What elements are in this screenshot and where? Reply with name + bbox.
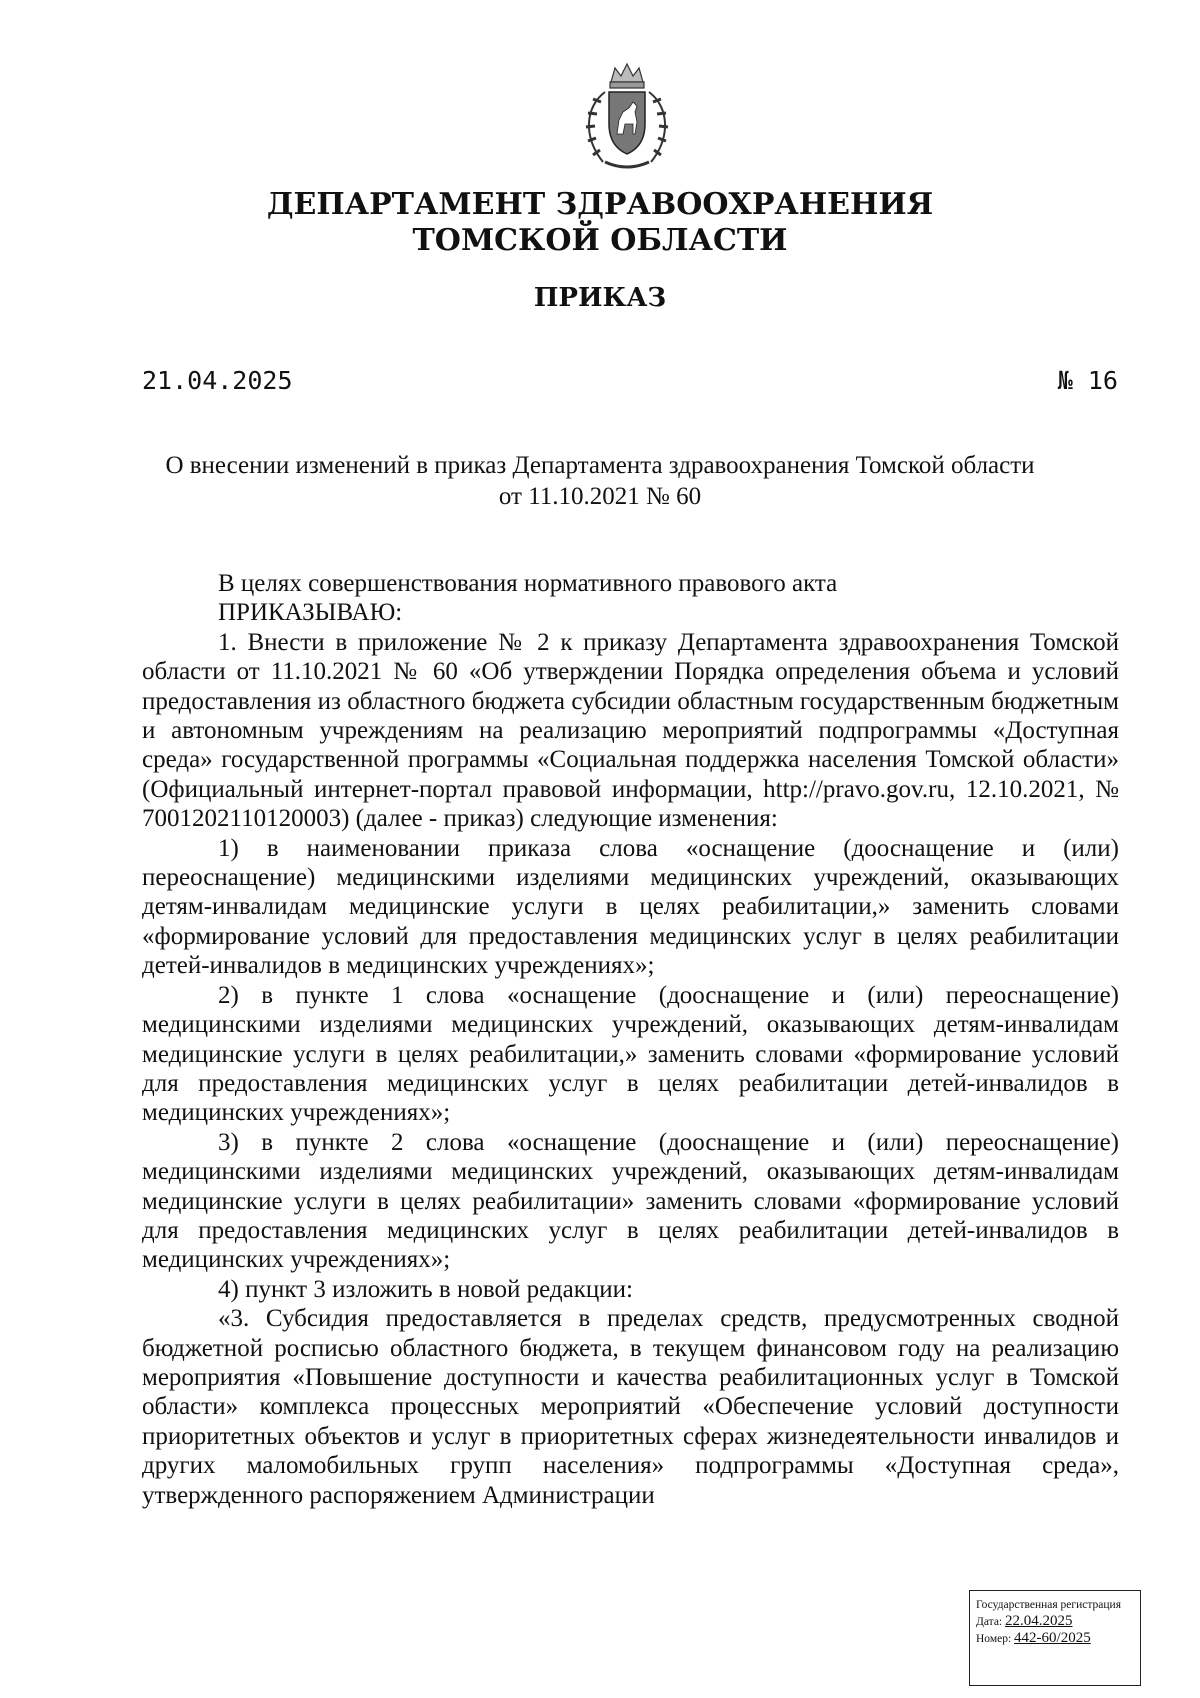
- coat-of-arms-icon: [575, 62, 679, 174]
- document-number: № 16: [1057, 366, 1118, 395]
- document-body: [142, 569, 1119, 1510]
- registration-date-label: Дата:: [976, 1616, 1003, 1628]
- registration-number-label: Номер:: [976, 1633, 1012, 1645]
- registration-number-value: 442-60/2025: [1014, 1630, 1091, 1646]
- registration-date-value: 22.04.2025: [1005, 1613, 1073, 1629]
- department-title-line1: ДЕПАРТАМЕНТ ЗДРАВООХРАНЕНИЯ: [266, 187, 934, 222]
- body-paragraph: 3) в пункте 2 слова «оснащение (дооснащение и (или) переоснащение) медицинскими изделиями медицинских учреждений, оказывающих детям-инвалидам медицинские услуги в целях реабилитации» заменить словами «формирование условий для предоставления медицинских услуг в целях реабилитации детей-инвалидов в медицинских учреждениях»;: [142, 1128, 1119, 1274]
- body-paragraph: «3. Субсидия предоставляется в пределах средств, предусмотренных сводной бюджетной росписью областного бюджета, в текущем финансовом году на реализацию мероприятия «Повышение доступности и качества реабилитационных услуг в Томской области» комплекса процессных мероприятий «Обеспечение условий доступности приоритетных объектов и услуг в приоритетных сферах жизнедеятельности инвалидов и других маломобильных групп населения» подпрограммы «Доступная среда», утвержденного распоряжением Администрации: [142, 1305, 1119, 1509]
- body-paragraph: 2) в пункте 1 слова «оснащение (дооснащение и (или) переоснащение) медицинскими изделиями медицинских учреждений, оказывающих детям-инвалидам медицинские услуги в целях реабилитации,» заменить словами «формирование условий для предоставления медицинских услуг в целях реабилитации детей-инвалидов в медицинских учреждениях»;: [142, 981, 1119, 1127]
- document-type-title: ПРИКАЗ: [533, 283, 667, 313]
- body-paragraph: В целях совершенствования нормативного правового акта: [218, 570, 838, 597]
- body-paragraph: 4) пункт 3 изложить в новой редакции:: [218, 1275, 633, 1303]
- body-paragraph-order-word: ПРИКАЗЫВАЮ:: [218, 599, 403, 627]
- subject-line-2: от 11.10.2021 № 60: [498, 483, 702, 510]
- document-subject: [100, 450, 1100, 512]
- body-paragraph: 1) в наименовании приказа слова «оснащение (дооснащение и (или) переоснащение) медицинскими изделиями медицинских учреждений, оказывающих детям-инвалидам медицинские услуги в целях реабилитации,» заменить словами «формирование условий для предоставления медицинских услуг в целях реабилитации детей-инвалидов в медицинских учреждениях»;: [142, 834, 1119, 980]
- department-title-line2: ТОМСКОЙ ОБЛАСТИ: [412, 223, 788, 258]
- registration-title: Государственная регистрация: [976, 1599, 1121, 1611]
- body-paragraph: 1. Внести в приложение № 2 к приказу Департамента здравоохранения Томской области от 11.10.2021 № 60 «Об утверждении Порядка определения объема и условий предоставления из областного бюджета субсидии областным государственным бюджетным и автономным учреждениям на реализацию мероприятий подпрограммы «Доступная среда» государственной программы «Социальная поддержка населения Томской области» (Официальный интернет-портал правовой информации, http://pravo.gov.ru, 12.10.2021, № 7001202110120003) (далее - приказ) следующие изменения:: [142, 628, 1119, 833]
- document-date: 21.04.2025: [142, 366, 293, 395]
- registration-stamp: [969, 1590, 1141, 1686]
- subject-line-1: О внесении изменений в приказ Департамента здравоохранения Томской области: [165, 452, 1035, 479]
